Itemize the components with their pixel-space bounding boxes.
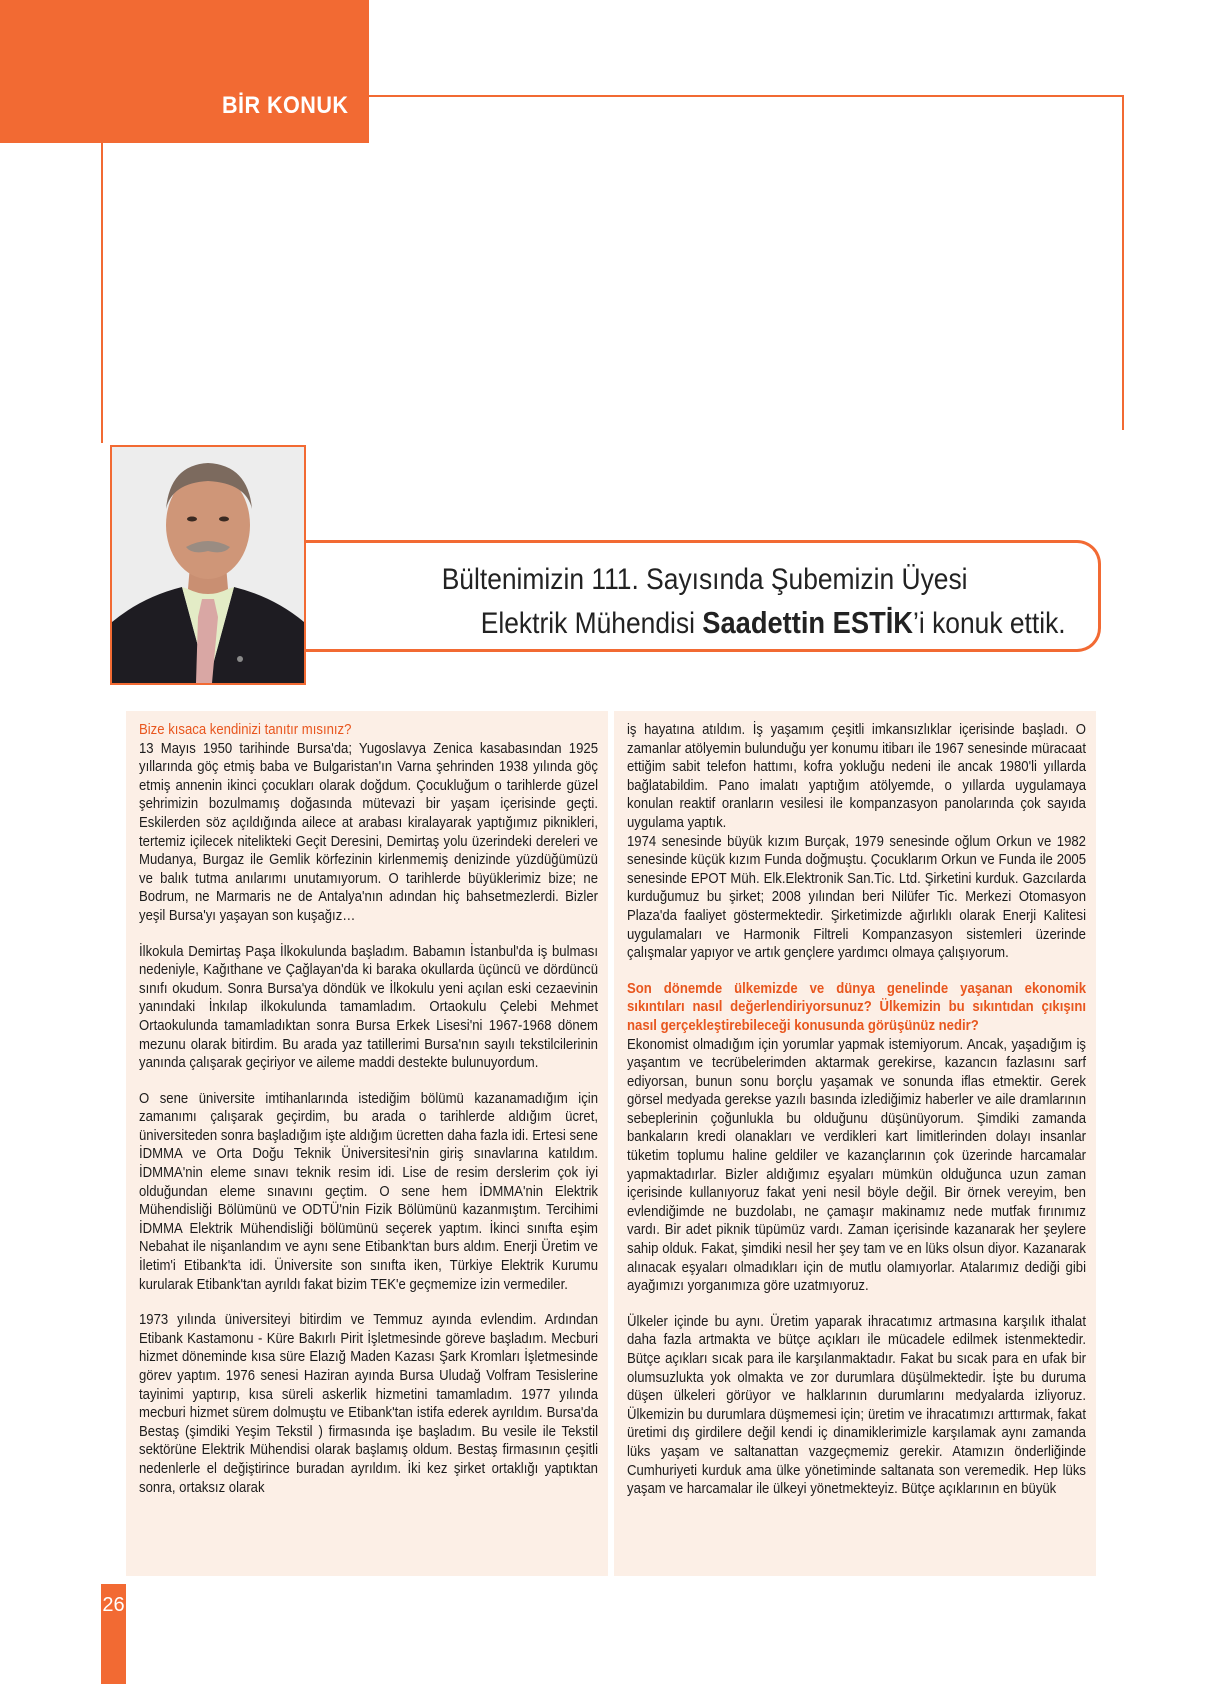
portrait-illustration <box>112 447 304 683</box>
article-column-left <box>126 711 608 1576</box>
answer-paragraph: 1973 yılında üniversiteyi bitirdim ve Temmuz ayında evlendim. Ardından Etibank Kastamonu - Küre Bakırlı Pirit İşletmesinde göreve başladım. Mecburi hizmet döneminde kısa süre Elazığ Maden Kazası Şark Kromları İşletmesinde görev yaptım. 1976 senesi Haziran ayında Bursa Uludağ Volfram Tesislerine tayinimi yaptırıp, kısa süreli askerlik hizmetini tamamladım. 1977 yılında mecburi hizmet sürem dolmuştu ve Etibank'tan istifa ederek ayrıldım. Bursa'da Bestaş (şimdiki Yeşim Tekstil ) firmasında işe başladım. Bu vesile ile Tekstil sektörüne Elektrik Mühendisi olarak başlamış oldum. Bestaş firmasının çeşitli nedenlerle el değiştirince buradan ayrıldım. İki kez şirket ortaklığı yaptıktan sonra, ortaksız olarak <box>139 1312 598 1496</box>
answer-paragraph: 13 Mayıs 1950 tarihinde Bursa'da; Yugoslavya Zenica kasabasından 1925 yıllarında göç etmiş baba ve Bulgaristan'ın Varna şehrinden 1938 yılında göç etmiş annenin ikinci çocukları olarak doğdum. Çocukluğum o tarihlerde güzel şehrimizin bozulmamış doğasında mütevazi bir yaşam içerisinde geçti. Eskilerden söz açıldığında ailece at arabası kiralayarak yaptığımız piknikleri, tertemiz içilecek nitelikteki Geçit Deresini, Demirtaş yolu üzerindeki dereleri ve Mudanya, Burgaz ile Gemlik körfezinin kirlenmemiş denizinde yüzdüğümüzü ve balık tutma anılarımı unutamıyorum. O tarihlerde büyüklerimiz bize; ne Bodrum, ne Marmaris ne de Antalya'nın adından hiç bahsetmezlerdi. Bizler yeşil Bursa'yı yaşayan son kuşağız… <box>139 740 598 924</box>
interviewee-name: Saadettin ESTİK <box>702 605 914 640</box>
section-header-block <box>0 0 369 143</box>
article-column-right <box>614 711 1096 1576</box>
headline-box <box>306 540 1101 652</box>
page-number: 26 <box>102 1594 125 1616</box>
answer-paragraph: iş hayatına atıldım. İş yaşamım çeşitli imkansızlıklar içerisinde başladı. O zamanlar atölyemin bulunduğu yer konumu itibarı ile 1967 senesinde müracaat ettiğim sabit telefon hattımı, kofra yokluğu nedeni ile ancak 1980'li yıllarda bağlatabildim. Pano imalatı yaptığım atölyemde, o yıllarda uygulamaya konulan reaktif oranların vesilesi ile kompanzasyon panolarında çok sayıda uygulama yaptık. 1974 senesinde büyük kızım Burçak, 1979 senesinde oğlum Orkun ve 1982 senesinde küçük kızım Funda doğmuştu. Çocuklarım Orkun ve Funda ile 2005 senesinde EPOT Müh. Elk.Elektronik San.Tic. Ltd. Şirketini kurduk. Gazcılarda kurduğumuz bu şirket; 2008 yılından beri Nilüfer Tic. Merkezi Otomasyon Plaza'da faaliyet göstermektedir. Şirketimizde ağırlıklı olarak Enerji Kalitesi uygulamaları ve Harmonik Filtreli Kompanzasyon sistemleri üzerinde çalışmalar yapıyor ve artık gençlere yardımcı olmaya çalışıyorum. <box>627 722 1086 962</box>
decorative-rule-left <box>101 143 103 443</box>
interview-question-1: Bize kısaca kendinizi tanıtır mısınız? <box>139 722 352 738</box>
section-label: BİR KONUK <box>222 92 349 119</box>
interview-question-2: Son dönemde ülkemizde ve dünya genelinde yaşanan ekonomik sıkıntıları nasıl değerlendiriyorsunuz? Ülkemizin bu sıkıntıdan çıkışını nasıl gerçekleştirebileceği konusunda görüşünüz nedir? <box>627 980 1086 1034</box>
decorative-rule-right <box>1122 95 1124 430</box>
answer-paragraph: İlkokula Demirtaş Paşa İlkokulunda başladım. Babamın İstanbul'da iş bulması nedeniyle, Kağıthane ve Çağlayan'da ki baraka okullarda üçüncü ve dördüncü sınıfı okudum. Sonra Bursa'ya döndük ve İlkokulu yeni açılan eski cezaevinin yanındaki İnkılap ilkokulunda tamamladım. Ortaokulu Çelebi Mehmet Ortaokulunda tamamladıktan sonra Bursa Erkek Lisesi'ni 1967-1968 dönem mezunu olarak bitirdim. Bu arada yaz tatillerimi Bursa'nın sayılı tekstilcilerinin yanında çalışarak geçiriyor ve aileme maddi destekte bulunuyordum. <box>139 943 598 1072</box>
headline-suffix: ’i konuk ettik. <box>913 607 1066 640</box>
headline-line-2 <box>481 605 1066 641</box>
headline-prefix: Elektrik Mühendisi <box>481 607 703 640</box>
answer-paragraph: Ekonomist olmadığım için yorumlar yapmak istemiyorum. Ancak, yaşadığım iş yaşantım ve tecrübelerimden aktarmak gerekirse, kazancın fazlasını sarf ediyorsan, bunun sonu borçlu yaşamak ve sonunda iflas etmektir. Gerek görsel medyada gerekse yazılı basında izlediğimiz haberler ve aile dramlarının sebeplerinin çoğunlukla bu olduğunu düşünüyorum. Şimdiki zamanda bankaların kredi olanakları ve verdikleri kart limitlerinden dolayı insanlar tüketim toplumu haline geldiler ve kazançlarının çok üzerinde harcamalar yapmaktadırlar. Bizler aldığımız eşyaları mümkün olduğunca uzun zaman içerisinde kullanıyoruz fakat yeni nesil böyle değil. Bir örnek vereyim, ben evlendiğimde ne buzdolabı, ne çamaşır makinamız nede mutfak fırınımız vardı. Bir adet piknik tüpümüz vardı. Zaman içerisinde kazanarak her şeylere sahip olduk. Fakat, şimdiki nesil her şey tam ve en lüks olsun diyor. Kazanarak alınacak eşyaları olmadıkları için de mutlu olamıyorlar. Atalarımız dediği gibi ayağımızı yorganımıza göre uzatmıyoruz. <box>627 1036 1086 1295</box>
answer-paragraph: O sene üniversite imtihanlarında istediğim bölümü kazanamadığım için zamanımı çalışarak geçirdim, bu arada o tarihlerde aldığım ücret, üniversiteden sonra başladığım işte aldığım ücretten daha fazla idi. Ertesi sene İDMMA ve Orta Doğu Teknik Üniversitesi'nin giriş sınavlarına katıldım. İDMMA'nin eleme sınavı teknik resim idi. Lise de resim derslerim çok iyi olduğundan eleme sınavını geçtim. O sene hem İDMMA'nin Elektrik Mühendisliği Bölümünü ve ODTÜ'nin Fizik Bölümünü kazanmıştım. Tercihimi İDMMA Elektrik Mühendisliği bölümünü seçerek yaptım. İkinci sınıfta eşim Nebahat ile nişanlandım ve aynı sene Etibank'tan burs aldım. Enerji Üretim ve İletim'i Etibank'ta idi. Üniversite son sınıfta iken, Türkiye Elektrik Kurumu kurularak Etibank'tan ayrıldı fakat bizim TEK'e geçmemize izin vermediler. <box>139 1090 598 1293</box>
interviewee-photo <box>110 445 306 685</box>
decorative-rule-top <box>369 95 1124 97</box>
headline-line-1: Bültenimizin 111. Sayısında Şubemizin Üyesi <box>442 563 968 596</box>
answer-paragraph: Ülkeler içinde bu aynı. Üretim yaparak ihracatımız artmasına karşılık ithalat daha fazla artmakta ve bütçe açıkları ile mücadele edilmek istenmektedir. Bütçe açıkları sıcak para ile karşılanmaktadır. Fakat bu sıcak para en ufak bir olumsuzlukta yok olmakta ve zor durumlara düşülmektedir. İşte bu duruma düşen ülkeleri görüyor ve halklarının durumlarını medyalarda izliyoruz. Ülkemizin bu durumlara düşmemesi için; üretim ve ihracatımızı arttırmak, fakat üretimi dış girdilere değil kendi iç dinamiklerimizle karşılamak aynı zamanda lüks yaşam ve saltanattan vazgeçmemiz gerekir. Atamızın önderliğinde Cumhuriyeti kurduk ama ülke yönetiminde saltanata son veremedik. Hep lüks yaşam ve harcamalar ile ülkeyi yönetmekteyiz. Bütçe açıklarının en büyük <box>627 1313 1086 1498</box>
